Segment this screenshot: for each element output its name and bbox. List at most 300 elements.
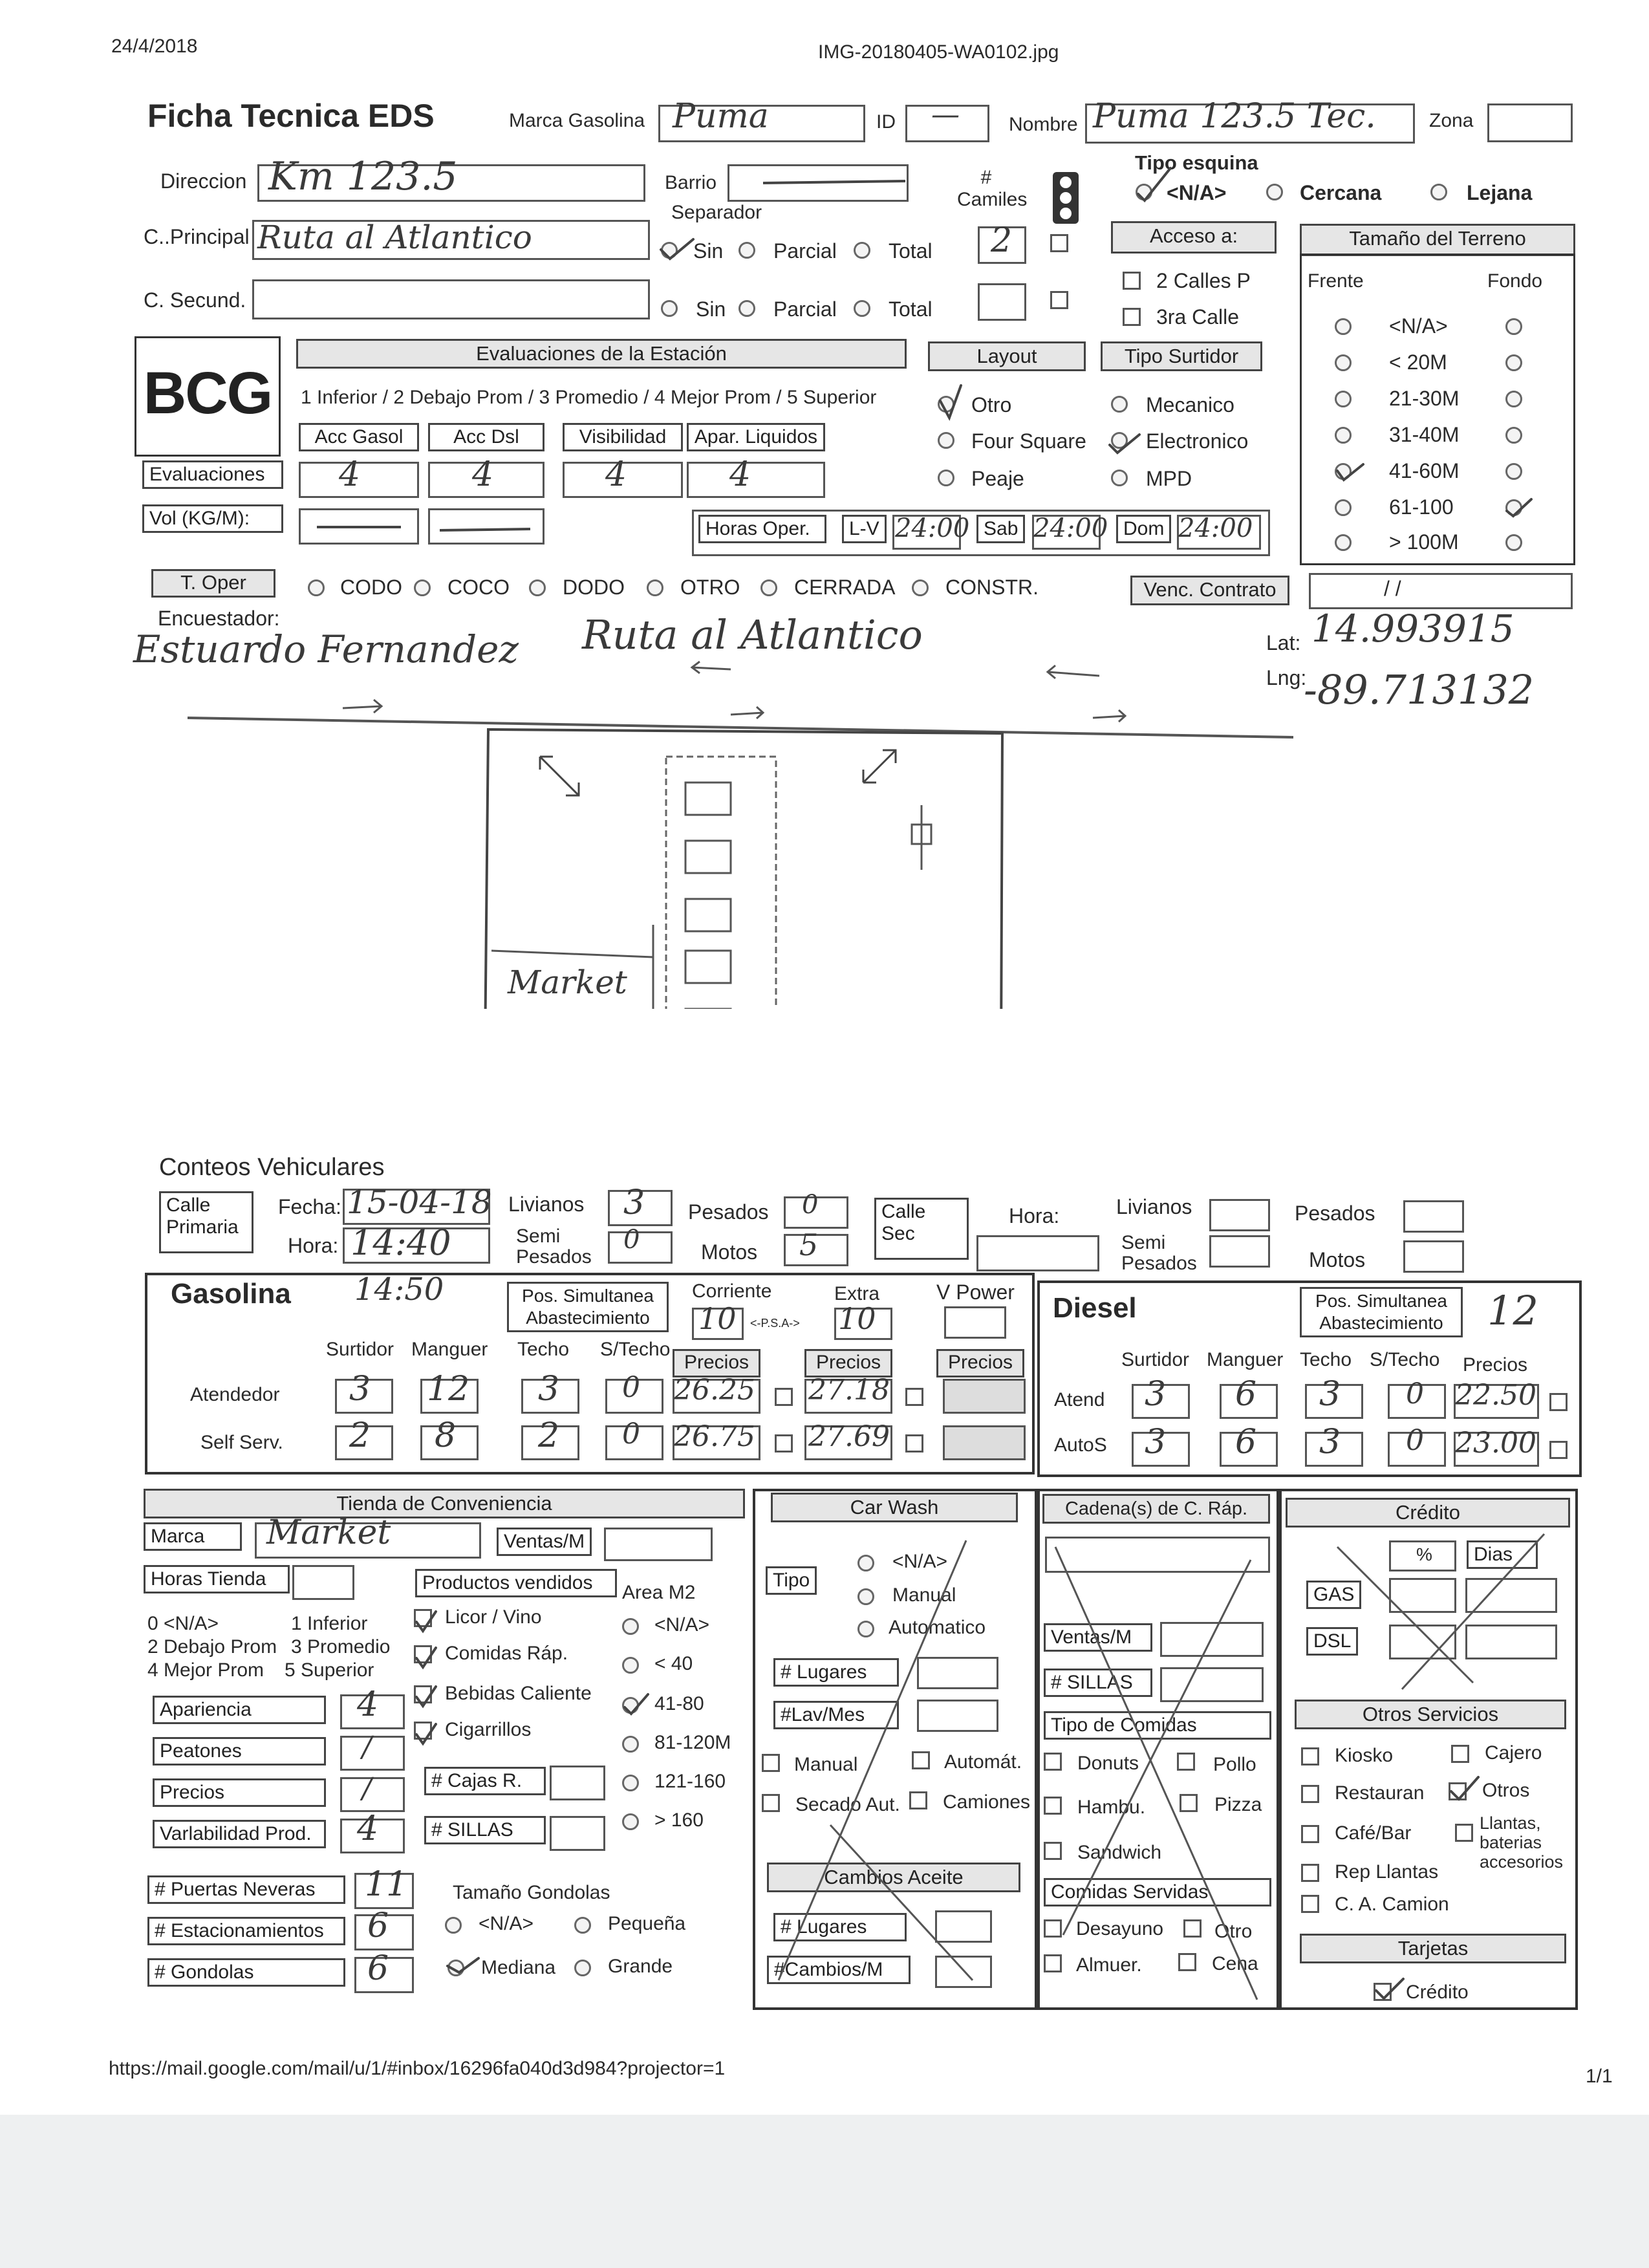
otros-camion: C. A. Camion (1335, 1894, 1449, 1915)
semi-value: 0 (623, 1225, 640, 1255)
lv-value: 24:00 (895, 513, 970, 543)
hora2-label: Hora: (1009, 1204, 1060, 1227)
csecund-field[interactable] (252, 279, 650, 319)
fondo-radio[interactable] (1505, 354, 1522, 371)
print-date: 24/4/2018 (111, 36, 198, 57)
toper-otro: OTRO (680, 576, 740, 599)
credito-dias: Dias (1467, 1540, 1538, 1569)
col-techo: Techo (517, 1339, 570, 1360)
frente-radio[interactable] (1335, 354, 1352, 371)
gondola-grande-radio[interactable] (574, 1960, 591, 1976)
toper-radio[interactable] (414, 579, 431, 596)
terreno-header: Tamaño del Terreno (1300, 224, 1575, 256)
credito-dsl: DSL (1306, 1627, 1358, 1656)
frente-label: Frente (1308, 270, 1364, 292)
cell-value: 12 (427, 1370, 470, 1409)
aceite-cambios: #Cambios/M (767, 1956, 911, 1984)
sep2-total-radio[interactable] (854, 300, 870, 317)
toper-constr: CONSTR. (945, 576, 1039, 599)
scale-2: 2 Debajo Prom (147, 1636, 277, 1658)
livianos-label: Livianos (508, 1193, 585, 1216)
gasolina-title: Gasolina (171, 1278, 291, 1310)
credito-pct: % (1416, 1544, 1432, 1564)
print-url: https://mail.google.com/mail/u/1/#inbox/16296fa040d3d984?projector=1 (109, 2058, 726, 2079)
carwash-na: <N/A> (892, 1551, 948, 1572)
sep2-parcial: Parcial (773, 297, 837, 321)
area-radio[interactable] (622, 1657, 639, 1674)
toper-radio[interactable] (308, 579, 325, 596)
tipo-esquina-label: Tipo esquina (1135, 151, 1258, 174)
frente-radio[interactable] (1335, 499, 1352, 516)
toper-radio[interactable] (912, 579, 929, 596)
credito-header: Crédito (1286, 1498, 1570, 1528)
surtidor-mecanico: Mecanico (1146, 393, 1234, 416)
eval-apar-liquidos: 4 (729, 455, 751, 494)
layout-peaje: Peaje (971, 467, 1024, 490)
fondo-label: Fondo (1487, 270, 1543, 292)
cprincipal-value: Ruta al Atlantico (257, 219, 532, 256)
area-40: < 40 (654, 1653, 693, 1674)
dcol-precios: Precios (1463, 1354, 1528, 1376)
eval-label: Varlabilidad Prod. (153, 1820, 326, 1848)
tienda-sillas-field[interactable] (550, 1816, 605, 1851)
scale-4: 4 Mejor Prom (147, 1659, 264, 1681)
price-checkbox[interactable] (905, 1434, 923, 1453)
sep2-parcial-radio[interactable] (738, 300, 755, 317)
carwash-check-camiones: Camiones (943, 1791, 1031, 1813)
barrio-label: Barrio (665, 172, 717, 193)
livianos2-field[interactable] (1209, 1199, 1270, 1231)
otros-otros: Otros (1482, 1780, 1530, 1801)
sep1-total-radio[interactable] (854, 242, 870, 259)
contrato-label: Venc. Contrato (1130, 576, 1289, 605)
cell-value: 3 (1319, 1423, 1341, 1462)
prod-cigarrillos: Cigarrillos (445, 1719, 532, 1740)
zona-field[interactable] (1487, 103, 1573, 142)
sep1-sin-radio[interactable] (661, 242, 678, 259)
area-radio[interactable] (622, 1697, 639, 1714)
encuestador-value: Estuardo Fernandez (133, 627, 519, 671)
print-filename: IMG-20180405-WA0102.jpg (818, 41, 1059, 63)
servida-otro: Otro (1214, 1921, 1253, 1942)
acceso-3ra: 3ra Calle (1156, 305, 1240, 329)
surtidor-electronico: Electronico (1146, 429, 1249, 453)
cell-value: 0 (622, 1418, 640, 1451)
camiles2-checkbox[interactable] (1050, 291, 1068, 309)
cell-value: 0 (1406, 1377, 1424, 1410)
price-checkbox[interactable] (775, 1434, 793, 1453)
evaluaciones-scale: 1 Inferior / 2 Debajo Prom / 3 Promedio / 4 Mejor Prom / 5 Superior (301, 387, 877, 408)
diesel-pos-value: 12 (1487, 1287, 1538, 1334)
pesados-value: 0 (802, 1190, 819, 1220)
servida-almuer: Almuer. (1076, 1954, 1142, 1976)
fondo-radio[interactable] (1505, 534, 1522, 551)
camiles-checkbox[interactable] (1050, 234, 1068, 252)
layout-otro-radio[interactable] (938, 396, 954, 413)
price-value: 26.75 (674, 1420, 755, 1453)
cell-value: 6 (1235, 1423, 1257, 1462)
tienda-ventas-label: Ventas/M (497, 1528, 592, 1556)
gondola-na-radio[interactable] (445, 1917, 462, 1934)
carwash-check-automat: Automát. (944, 1751, 1022, 1773)
fondo-radio[interactable] (1505, 427, 1522, 444)
servidas-header: Comidas Servidas (1044, 1878, 1271, 1906)
fecha-label: Fecha: (278, 1195, 341, 1218)
credito-gas: GAS (1306, 1581, 1361, 1609)
area-41-80: 41-80 (654, 1693, 704, 1714)
carwash-lugares: # Lugares (773, 1658, 899, 1687)
otros-cajero: Cajero (1485, 1742, 1542, 1764)
gasolina-time: 14:50 (354, 1271, 444, 1308)
marca-value: Puma (673, 97, 769, 136)
area-radio[interactable] (622, 1813, 639, 1830)
prod-bebidas: Bebidas Caliente (445, 1683, 592, 1704)
direccion-label: Direccion (160, 169, 247, 193)
hora2-field[interactable] (976, 1235, 1099, 1271)
eval-field[interactable] (340, 1736, 405, 1771)
calle-primaria-label: Calle Primaria (159, 1191, 253, 1253)
sep1-parcial-radio[interactable] (738, 242, 755, 259)
livianos2-label: Livianos (1116, 1195, 1192, 1218)
semi2-label: Semi Pesados (1121, 1232, 1197, 1274)
semi2-field[interactable] (1209, 1235, 1270, 1268)
sep1-sin: Sin (693, 239, 724, 263)
calle-sec-label: Calle Sec (874, 1198, 969, 1260)
print-page: 1/1 (1586, 2066, 1613, 2087)
carwash-manual: Manual (892, 1584, 956, 1606)
gasolina-pos-sim: Pos. Simultanea Abastecimiento (507, 1282, 669, 1332)
price-value: 27.18 (808, 1374, 890, 1407)
area-81-120: 81-120M (654, 1732, 731, 1753)
extra-value: 10 (838, 1301, 876, 1336)
eval-field[interactable] (340, 1777, 405, 1812)
cell-value: 6 (1235, 1375, 1257, 1414)
scale-1: 1 Inferior (291, 1613, 368, 1634)
contrato-field[interactable] (1309, 573, 1573, 609)
toper-radio[interactable] (647, 579, 663, 596)
gondola-mediana: Mediana (481, 1957, 556, 1978)
cadena-sillas: # SILLAS (1044, 1669, 1152, 1697)
eval-acc-dsl: 4 (472, 455, 494, 494)
layout-four-square: Four Square (971, 429, 1086, 453)
lng-value: -89.713132 (1304, 666, 1535, 713)
col-manguer: Manguer (411, 1339, 488, 1360)
row-label: Self Serv. (200, 1432, 283, 1453)
otros-cafe: Café/Bar (1335, 1822, 1412, 1844)
evaluaciones-header: Evaluaciones de la Estación (296, 339, 907, 369)
price-checkbox[interactable] (775, 1388, 793, 1406)
terreno-opt: < 20M (1389, 351, 1447, 374)
esquina-cercana-radio[interactable] (1266, 184, 1283, 200)
price-field[interactable] (943, 1379, 1026, 1414)
otros-check[interactable] (1455, 1824, 1473, 1842)
terreno-opt: 21-30M (1389, 387, 1460, 410)
count-value: 11 (365, 1865, 408, 1904)
eval-value: / (362, 1731, 372, 1764)
count-label: # Gondolas (147, 1958, 345, 1987)
id-label: ID (876, 111, 896, 133)
camiles-value: 2 (991, 221, 1013, 260)
cadena-ventas: Ventas/M (1044, 1623, 1152, 1652)
vol-gasol-field[interactable] (299, 508, 419, 545)
prod-licor-checkbox[interactable] (414, 1609, 432, 1627)
acceso-2calles-checkbox[interactable] (1123, 272, 1141, 290)
vol-dsl-field[interactable] (428, 508, 544, 545)
cell-value: 2 (349, 1416, 371, 1455)
fecha-value: 15-04-18 (347, 1183, 492, 1221)
scale-5: 5 Superior (285, 1659, 374, 1681)
cell-value: 8 (435, 1416, 457, 1455)
dom-label: Dom (1116, 515, 1171, 543)
tipo-comidas-header: Tipo de Comidas (1044, 1711, 1271, 1740)
cadena-cross-mark (1037, 1489, 1279, 2010)
esquina-na-radio[interactable] (1136, 184, 1152, 200)
otros-check[interactable] (1301, 1895, 1319, 1913)
pesados-label: Pesados (688, 1200, 769, 1224)
carwash-automatico: Automatico (889, 1617, 986, 1638)
price-value: 26.25 (674, 1374, 755, 1407)
surtidor-header: Tipo Surtidor (1101, 341, 1262, 371)
motos-value: 5 (799, 1227, 819, 1262)
pesados2-field[interactable] (1403, 1200, 1464, 1233)
vpower-label: V Power (936, 1280, 1015, 1304)
otros-check[interactable] (1301, 1747, 1319, 1766)
scale-3: 3 Promedio (291, 1636, 391, 1658)
eval-apar-liquidos-field[interactable] (687, 462, 825, 498)
otros-check[interactable] (1449, 1782, 1467, 1800)
vpower-field[interactable] (944, 1306, 1006, 1339)
price-field[interactable] (943, 1425, 1026, 1460)
camiles-label: # Camiles (957, 167, 1028, 210)
count-label: # Estacionamientos (147, 1917, 345, 1945)
gondola-pequena-radio[interactable] (574, 1917, 591, 1934)
eval-label: Precios (153, 1778, 326, 1807)
frente-radio[interactable] (1335, 427, 1352, 444)
toper-label: T. Oper (151, 569, 275, 598)
sab-value: 24:00 (1033, 513, 1108, 543)
esquina-cercana: Cercana (1300, 181, 1382, 204)
comida-pizza: Pizza (1214, 1794, 1262, 1815)
layout-four-square-radio[interactable] (938, 432, 954, 449)
encuestador-label: Encuestador: (158, 607, 280, 630)
cadena-header: Cadena(s) de C. Ráp. (1042, 1494, 1270, 1524)
carwash-check-secado: Secado Aut. (795, 1794, 900, 1815)
esquina-na: <N/A> (1167, 181, 1227, 204)
sep2-sin-radio[interactable] (661, 300, 678, 317)
separador-label: Separador (671, 202, 762, 223)
row-label: Atend (1054, 1389, 1105, 1410)
acceso-2calles: 2 Calles P (1156, 269, 1251, 292)
gondola-pequena: Pequeña (608, 1913, 686, 1934)
comida-sandwich: Sandwich (1077, 1842, 1162, 1863)
frente-radio[interactable] (1335, 463, 1352, 480)
barrio-field[interactable] (727, 164, 909, 202)
count-label: # Puertas Neveras (147, 1875, 345, 1904)
otros-check[interactable] (1301, 1864, 1319, 1882)
traffic-light-icon (1046, 169, 1085, 228)
horas-tienda-field[interactable] (292, 1565, 354, 1600)
otros-header: Otros Servicios (1295, 1700, 1566, 1729)
carwash-cross-mark (753, 1489, 1037, 2010)
frente-radio[interactable] (1335, 534, 1352, 551)
area-radio[interactable] (622, 1618, 639, 1635)
tarjetas-credito: Crédito (1406, 1982, 1469, 2003)
cajas-label: # Cajas R. (424, 1767, 546, 1795)
otros-check[interactable] (1301, 1825, 1319, 1843)
area-radio[interactable] (622, 1736, 639, 1753)
conteos-title: Conteos Vehiculares (159, 1154, 385, 1181)
cell-value: 3 (1145, 1375, 1167, 1414)
tienda-ventas-field[interactable] (604, 1528, 713, 1561)
comida-pollo: Pollo (1213, 1754, 1256, 1775)
psa-label: <-P.S.A-> (750, 1317, 800, 1330)
camiles2-field[interactable] (978, 283, 1026, 321)
toper-coco: COCO (447, 576, 510, 599)
comida-donuts: Donuts (1077, 1753, 1139, 1774)
col-apar-liquidos: Apar. Liquidos (687, 423, 825, 451)
col-stecho: S/Techo (600, 1339, 671, 1360)
layout-peaje-radio[interactable] (938, 470, 954, 486)
toper-codo: CODO (340, 576, 402, 599)
count-value: 6 (367, 1949, 389, 1988)
nombre-value: Puma 123.5 Tec. (1093, 97, 1376, 136)
surtidor-mecanico-radio[interactable] (1111, 396, 1128, 413)
nombre-label: Nombre (1009, 114, 1078, 135)
terreno-opt: <N/A> (1389, 314, 1448, 338)
precios-header-3: Precios (936, 1349, 1024, 1377)
sep2-total: Total (889, 297, 932, 321)
area-radio[interactable] (622, 1775, 639, 1791)
toper-radio[interactable] (760, 579, 777, 596)
pesados2-label: Pesados (1295, 1202, 1375, 1225)
surtidor-mpd-radio[interactable] (1111, 470, 1128, 486)
price-checkbox[interactable] (1549, 1441, 1568, 1459)
cell-value: 3 (538, 1370, 560, 1409)
bcg-logo: BCG (135, 336, 281, 457)
eval-value: 4 (357, 1685, 379, 1724)
gondola-mediana-radio[interactable] (447, 1960, 464, 1976)
cajas-field[interactable] (550, 1766, 605, 1800)
horas-tienda-label: Horas Tienda (144, 1565, 290, 1593)
area-160: > 160 (654, 1809, 704, 1831)
lng-label: Lng: (1266, 666, 1307, 689)
carwash-header: Car Wash (771, 1493, 1018, 1522)
col-surtidor: Surtidor (326, 1339, 394, 1360)
precios-header-1: Precios (673, 1349, 760, 1377)
price-value: 27.69 (808, 1420, 890, 1453)
zona-label: Zona (1429, 110, 1474, 131)
dcol-surtidor: Surtidor (1121, 1349, 1190, 1370)
terreno-opt: 41-60M (1389, 459, 1460, 482)
lat-value: 14.993915 (1311, 607, 1514, 651)
gondola-grande: Grande (608, 1956, 673, 1977)
dom-value: 24:00 (1178, 513, 1253, 543)
sketch-road-label: Ruta al Atlantico (582, 611, 923, 658)
page-title: Ficha Tecnica EDS (147, 98, 435, 134)
col-visibilidad: Visibilidad (563, 423, 683, 451)
fondo-radio[interactable] (1505, 391, 1522, 407)
dcol-stecho: S/Techo (1370, 1349, 1440, 1370)
livianos-value: 3 (623, 1183, 645, 1222)
row-label: Atendedor (190, 1384, 280, 1405)
price-value: 22.50 (1455, 1379, 1536, 1412)
sep1-parcial: Parcial (773, 239, 837, 263)
prod-licor: Licor / Vino (445, 1606, 542, 1628)
toper-radio[interactable] (529, 579, 546, 596)
cell-value: 0 (1406, 1424, 1424, 1457)
contrato-value: / / (1384, 577, 1401, 600)
fondo-radio[interactable] (1505, 463, 1522, 480)
otros-check[interactable] (1301, 1785, 1319, 1803)
lv-label: L-V (842, 515, 887, 543)
esquina-lejana-radio[interactable] (1430, 184, 1447, 200)
otros-check[interactable] (1451, 1745, 1469, 1763)
sep2-sin: Sin (696, 297, 726, 321)
otros-kiosko: Kiosko (1335, 1745, 1394, 1766)
acceso-header: Acceso a: (1111, 221, 1277, 254)
price-checkbox[interactable] (905, 1388, 923, 1406)
surtidor-mpd: MPD (1146, 467, 1192, 490)
motos-label: Motos (701, 1240, 758, 1264)
area-label: Area M2 (622, 1582, 696, 1603)
tarjetas-credito-checkbox[interactable] (1374, 1983, 1392, 2001)
fondo-radio[interactable] (1505, 499, 1522, 516)
horas-label: Horas Oper. (698, 515, 826, 543)
sab-label: Sab (976, 515, 1025, 543)
tienda-sillas-label: # SILLAS (424, 1816, 546, 1844)
aceite-header: Cambios Aceite (767, 1863, 1020, 1892)
cell-value: 3 (1145, 1423, 1167, 1462)
eval-label: Apariencia (153, 1696, 326, 1724)
esquina-lejana: Lejana (1467, 181, 1533, 204)
area-121-160: 121-160 (654, 1771, 726, 1792)
cprincipal-label: C..Principal (144, 225, 250, 248)
toper-dodo: DODO (563, 576, 625, 599)
marca-label: Marca Gasolina (509, 110, 645, 131)
carwash-check-manual: Manual (794, 1754, 858, 1775)
terreno-opt: > 100M (1389, 530, 1459, 554)
servida-desayuno: Desayuno (1076, 1918, 1164, 1939)
carwash-tipo: Tipo (766, 1566, 817, 1595)
cell-value: 2 (538, 1416, 560, 1455)
corriente-value: 10 (698, 1301, 737, 1336)
scale-0: 0 <N/A> (147, 1613, 219, 1634)
frente-radio[interactable] (1335, 391, 1352, 407)
eval-value: / (362, 1772, 372, 1805)
semi-field[interactable] (608, 1231, 673, 1264)
prod-cigarrillos-checkbox[interactable] (414, 1722, 432, 1740)
toper-cerrada: CERRADA (794, 576, 896, 599)
col-acc-dsl: Acc Dsl (428, 423, 544, 451)
surtidor-electronico-radio[interactable] (1111, 432, 1128, 449)
prod-comidas-checkbox[interactable] (414, 1645, 432, 1663)
price-checkbox[interactable] (1549, 1393, 1568, 1411)
cell-value: 3 (349, 1370, 371, 1409)
motos2-field[interactable] (1403, 1240, 1464, 1273)
frente-radio[interactable] (1335, 318, 1352, 335)
tienda-marca-value: Market (266, 1513, 391, 1552)
acceso-3ra-checkbox[interactable] (1123, 308, 1141, 326)
sketch-store-label: Market (508, 964, 627, 1001)
prod-bebidas-checkbox[interactable] (414, 1685, 432, 1703)
site-sketch (162, 647, 1455, 1009)
cell-value: 3 (1319, 1375, 1341, 1414)
eval-label: Peatones (153, 1737, 326, 1766)
hora-label: Hora: (288, 1234, 339, 1257)
precios-header-2: Precios (804, 1349, 892, 1377)
extra-label: Extra (834, 1283, 880, 1304)
fondo-radio[interactable] (1505, 318, 1522, 335)
